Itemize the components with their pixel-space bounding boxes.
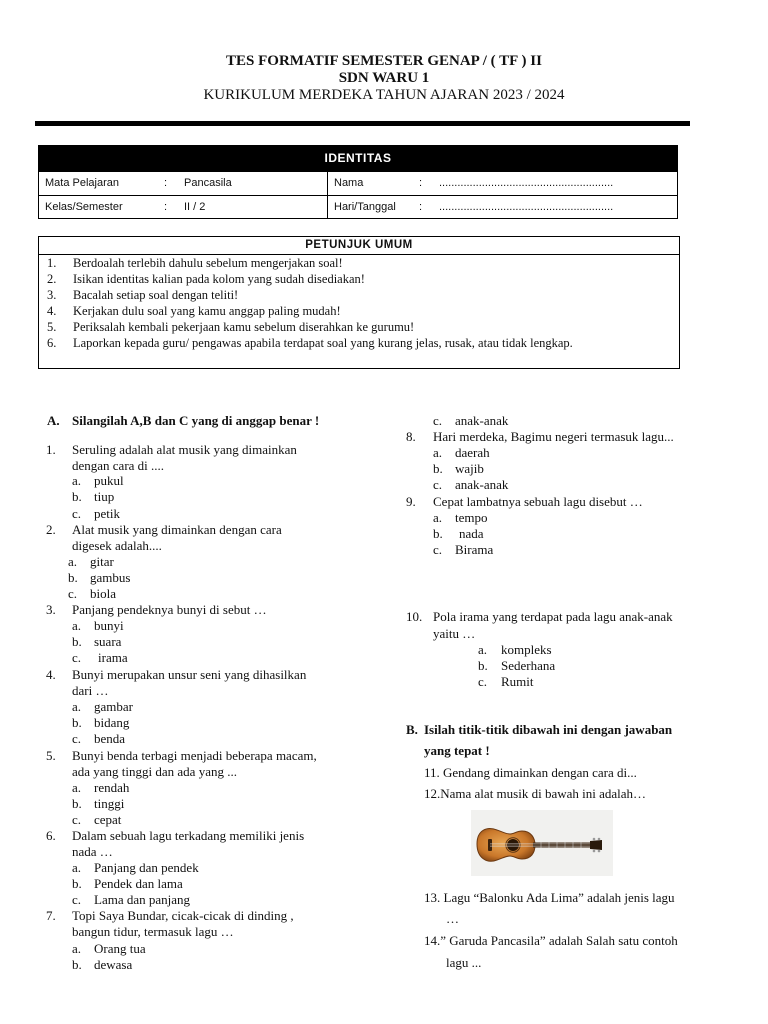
option-letter: b. xyxy=(478,658,488,673)
school-name: SDN WARU 1 xyxy=(338,70,430,86)
nama-colon: : xyxy=(419,177,423,189)
question-text: bangun tidur, termasuk lagu … xyxy=(72,924,234,939)
option-letter: c. xyxy=(72,892,82,907)
option-letter: a. xyxy=(433,510,443,525)
guitar-icon xyxy=(471,810,613,876)
list-number: 5. xyxy=(47,320,57,334)
option-text[interactable]: pukul xyxy=(94,473,124,488)
kelas-value: II / 2 xyxy=(184,201,206,213)
option-letter: c. xyxy=(72,506,82,521)
option-letter: c. xyxy=(433,477,443,492)
question-text: Hari merdeka, Bagimu negeri termasuk lagu... xyxy=(433,429,674,444)
option-letter: b. xyxy=(72,957,82,972)
petunjuk-list xyxy=(39,255,679,351)
question-text: … xyxy=(446,911,459,926)
question-text: lagu ... xyxy=(446,955,482,970)
list-number: 6. xyxy=(47,336,57,350)
question-number: 3. xyxy=(46,602,56,617)
option-text[interactable]: Panjang dan pendek xyxy=(94,860,199,875)
option-letter: c. xyxy=(72,650,82,665)
petunjuk-title: PETUNJUK UMUM xyxy=(39,237,679,255)
option-text[interactable]: tiup xyxy=(94,489,115,504)
option-text[interactable]: cepat xyxy=(94,812,122,827)
question-text: dari … xyxy=(72,683,109,698)
question-number: 1. xyxy=(46,442,56,457)
question-number: 2. xyxy=(46,522,56,537)
identitas-row-2 xyxy=(39,195,677,220)
option-letter: b. xyxy=(72,489,82,504)
section-b-title: Isilah titik-titik dibawah ini dengan jawaban xyxy=(424,722,673,737)
option-text[interactable]: tinggi xyxy=(94,796,125,811)
identitas-row-1 xyxy=(39,171,677,196)
nama-field[interactable]: ......................................................... xyxy=(439,177,614,189)
list-item xyxy=(39,271,679,287)
option-text[interactable]: anak-anak xyxy=(455,477,509,492)
question-text: 14.” Garuda Pancasila” adalah Salah satu contoh xyxy=(424,933,678,948)
kelas-colon: : xyxy=(164,201,168,213)
mapel-label: Mata Pelajaran xyxy=(45,177,119,189)
question-number: 7. xyxy=(46,908,56,923)
option-letter: c. xyxy=(72,812,82,827)
identitas-table xyxy=(38,145,678,219)
kelas-label: Kelas/Semester xyxy=(45,201,123,213)
list-number: 4. xyxy=(47,304,57,318)
question-text: 12.Nama alat musik di bawah ini adalah… xyxy=(424,786,647,801)
option-text[interactable]: dewasa xyxy=(94,957,133,972)
option-text[interactable]: bunyi xyxy=(94,618,124,633)
question-text: yaitu … xyxy=(433,626,476,641)
section-b-letter: B. xyxy=(406,722,418,737)
option-text[interactable]: benda xyxy=(94,731,126,746)
section-a-letter: A. xyxy=(47,413,60,428)
question-number: 10. xyxy=(406,609,423,624)
option-letter: b. xyxy=(433,461,443,476)
guitar-image xyxy=(471,810,613,876)
option-letter: b. xyxy=(72,876,82,891)
list-item xyxy=(39,303,679,319)
tanggal-label: Hari/Tanggal xyxy=(334,201,396,213)
question-text: Topi Saya Bundar, cicak-cicak di dinding , xyxy=(72,908,294,923)
option-text[interactable]: Birama xyxy=(455,542,494,557)
option-text[interactable]: gambus xyxy=(90,570,131,585)
option-letter: a. xyxy=(433,445,443,460)
question-text: Bunyi merupakan unsur seni yang dihasilkan xyxy=(72,667,307,682)
option-text[interactable]: tempo xyxy=(455,510,488,525)
petunjuk-umum-box xyxy=(38,236,680,369)
list-text: Periksalah kembali pekerjaan kamu sebelum diserahkan ke gurumu! xyxy=(73,320,415,334)
question-text: nada … xyxy=(72,844,113,859)
option-letter: a. xyxy=(68,554,78,569)
option-text[interactable]: wajib xyxy=(455,461,484,476)
option-letter: a. xyxy=(72,699,82,714)
option-text[interactable]: bidang xyxy=(94,715,130,730)
option-text[interactable]: Pendek dan lama xyxy=(94,876,183,891)
section-a-title: Silangilah A,B dan C yang di anggap benar ! xyxy=(72,413,320,428)
question-text: 13. Lagu “Balonku Ada Lima” adalah jenis lagu xyxy=(424,890,675,905)
list-text: Laporkan kepada guru/ pengawas apabila terdapat soal yang kurang jelas, rusak, atau tidak lengkap. xyxy=(73,336,573,350)
question-text: Panjang pendeknya bunyi di sebut … xyxy=(72,602,267,617)
list-text: Kerjakan dulu soal yang kamu anggap paling mudah! xyxy=(73,304,341,318)
option-letter: c. xyxy=(72,731,82,746)
list-text: Isikan identitas kalian pada kolom yang sudah disediakan! xyxy=(73,272,365,286)
option-letter: b. xyxy=(72,634,82,649)
list-text: Bacalah setiap soal dengan teliti! xyxy=(73,288,239,302)
list-number: 3. xyxy=(47,288,57,302)
option-text[interactable]: daerah xyxy=(455,445,490,460)
option-text[interactable]: rendah xyxy=(94,780,130,795)
option-letter: a. xyxy=(72,780,82,795)
option-text[interactable]: nada xyxy=(459,526,484,541)
option-text[interactable]: kompleks xyxy=(501,642,552,657)
identitas-title: IDENTITAS xyxy=(39,146,677,171)
tanggal-field[interactable]: ......................................................... xyxy=(439,201,614,213)
mapel-value: Pancasila xyxy=(184,177,232,189)
option-letter: a. xyxy=(72,473,82,488)
option-text[interactable]: suara xyxy=(94,634,122,649)
option-letter: c. xyxy=(433,542,443,557)
question-text: Alat musik yang dimainkan dengan cara xyxy=(72,522,282,537)
question-text: 11. Gendang dimainkan dengan cara di... xyxy=(424,765,637,780)
exam-title: TES FORMATIF SEMESTER GENAP / ( TF ) II xyxy=(226,53,542,69)
option-text[interactable]: biola xyxy=(90,586,116,601)
question-number: 6. xyxy=(46,828,56,843)
option-text[interactable]: anak-anak xyxy=(455,413,509,428)
question-text: dengan cara di .... xyxy=(72,458,165,473)
nama-label: Nama xyxy=(334,177,364,189)
question-text: Bunyi benda terbagi menjadi beberapa macam, xyxy=(72,748,317,763)
list-item xyxy=(39,287,679,303)
option-text[interactable]: Lama dan panjang xyxy=(94,892,191,907)
option-text[interactable]: gitar xyxy=(90,554,114,569)
question-text: Cepat lambatnya sebuah lagu disebut … xyxy=(433,494,643,509)
option-letter: b. xyxy=(72,796,82,811)
question-text: digesek adalah.... xyxy=(72,538,162,553)
option-letter: c. xyxy=(478,674,488,689)
option-letter: a. xyxy=(478,642,488,657)
list-text: Berdoalah terlebih dahulu sebelum mengerjakan soal! xyxy=(73,256,343,270)
list-item xyxy=(39,319,679,335)
question-text: Dalam sebuah lagu terkadang memiliki jenis xyxy=(72,828,305,843)
question-number: 4. xyxy=(46,667,56,682)
option-text[interactable]: Orang tua xyxy=(94,941,146,956)
question-text: Pola irama yang terdapat pada lagu anak-anak xyxy=(433,609,673,624)
question-number: 8. xyxy=(406,429,416,444)
option-text[interactable]: irama xyxy=(98,650,128,665)
option-letter: c. xyxy=(433,413,443,428)
list-number: 1. xyxy=(47,256,57,270)
section-b-title: yang tepat ! xyxy=(424,743,490,758)
question-number: 5. xyxy=(46,748,56,763)
option-letter: a. xyxy=(72,860,82,875)
header-divider xyxy=(35,121,690,126)
option-letter: b. xyxy=(72,715,82,730)
question-text: ada yang tinggi dan ada yang ... xyxy=(72,764,237,779)
option-text[interactable]: Sederhana xyxy=(501,658,556,673)
option-letter: c. xyxy=(68,586,78,601)
question-text: Seruling adalah alat musik yang dimainkan xyxy=(72,442,297,457)
option-letter: b. xyxy=(68,570,78,585)
option-letter: b. xyxy=(433,526,443,541)
question-number: 9. xyxy=(406,494,416,509)
list-item xyxy=(39,335,679,351)
list-item xyxy=(39,255,679,271)
tanggal-colon: : xyxy=(419,201,423,213)
option-letter: a. xyxy=(72,618,82,633)
option-text[interactable]: petik xyxy=(94,506,120,521)
list-number: 2. xyxy=(47,272,57,286)
option-letter: a. xyxy=(72,941,82,956)
option-text[interactable]: Rumit xyxy=(501,674,534,689)
curriculum-year: KURIKULUM MERDEKA TAHUN AJARAN 2023 / 2024 xyxy=(203,87,565,103)
mapel-colon: : xyxy=(164,177,168,189)
option-text[interactable]: gambar xyxy=(94,699,133,714)
